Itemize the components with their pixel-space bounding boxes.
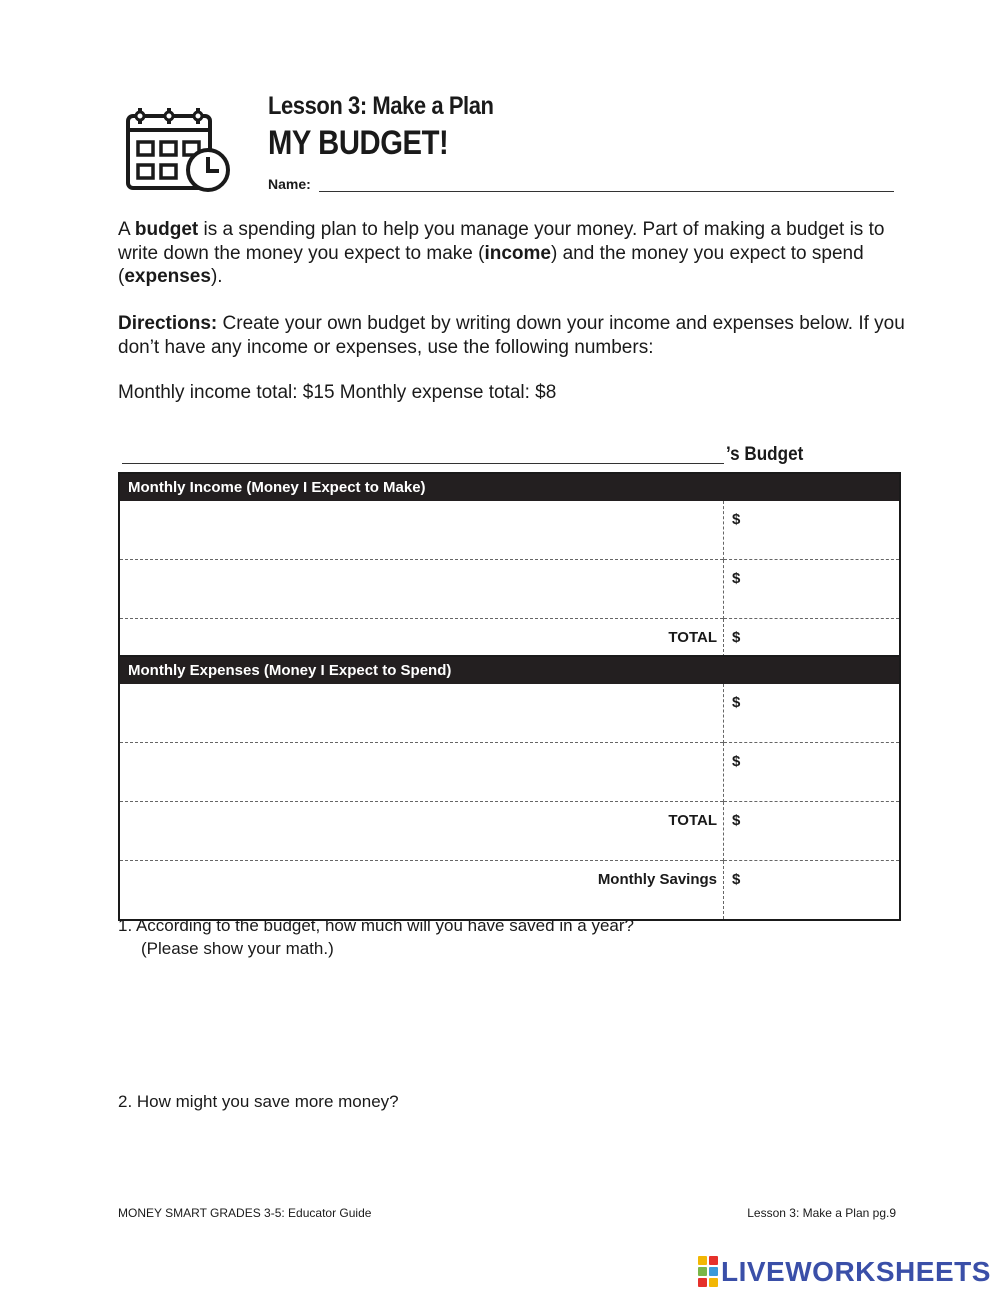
income-amount-2[interactable]: $ [724,560,901,619]
budget-owner-label: ’s Budget [726,444,804,465]
expense-amount-2[interactable]: $ [724,743,901,802]
table-row [119,501,900,560]
expense-item-1[interactable] [119,684,724,743]
logo-blocks-icon [697,1255,719,1288]
logo-text: LIVEWORKSHEETS [721,1255,991,1287]
logo-block [709,1278,718,1287]
lesson-title: Lesson 3: Make a Plan [268,92,494,120]
logo-block [698,1278,707,1287]
page-title: MY BUDGET! [268,124,449,162]
table-row [119,684,900,743]
footer-left: MONEY SMART GRADES 3-5: Educator Guide [118,1206,372,1220]
table-row [119,861,900,921]
footer-right: Lesson 3: Make a Plan pg.9 [747,1206,896,1220]
expense-item-2[interactable] [119,743,724,802]
table-row [119,560,900,619]
logo-block [698,1267,707,1276]
expenses-header: Monthly Expenses (Money I Expect to Spend) [119,656,900,684]
name-line[interactable] [319,177,894,192]
liveworksheets-logo [697,1255,991,1288]
table-row [119,802,900,861]
logo-block [709,1267,718,1276]
savings-amount[interactable]: $ [724,861,901,921]
logo-block [698,1256,707,1265]
income-table [118,472,901,679]
expenses-table [118,655,901,921]
income-item-2[interactable] [119,560,724,619]
logo-block [709,1256,718,1265]
table-row [119,743,900,802]
name-field[interactable] [268,176,894,192]
expense-total-amount[interactable]: $ [724,802,901,861]
calendar-clock-icon [122,104,234,196]
savings-label: Monthly Savings [119,861,724,921]
income-header: Monthly Income (Money I Expect to Make) [119,473,900,501]
income-total-label: TOTAL [119,619,724,679]
directions-paragraph: Directions: Create your own budget by writing down your income and expenses below. If you don’t have any income or expenses, use the following numbers: [118,313,905,358]
expense-amount-1[interactable]: $ [732,694,741,711]
totals-line: Monthly income total: $15 Monthly expense total: $8 [118,382,557,403]
directions-label: Directions: [118,313,218,334]
intro-paragraph: A budget is a spending plan to help you manage your money. Part of making a budget is to write down the money you expect to make (income) and the money you expect to spend (expenses). [118,219,885,287]
income-total-amount[interactable]: $ [724,619,901,679]
income-item-1[interactable] [119,501,724,560]
budget-owner-line[interactable] [122,445,724,464]
question-1: 1. According to the budget, how much will you have saved in a year? (Please show your math.) [118,916,634,958]
expense-total-label: TOTAL [119,802,724,861]
question-2: 2. How might you save more money? [118,1092,399,1111]
name-label: Name: [268,176,311,192]
income-amount-1[interactable]: $ [732,511,741,528]
